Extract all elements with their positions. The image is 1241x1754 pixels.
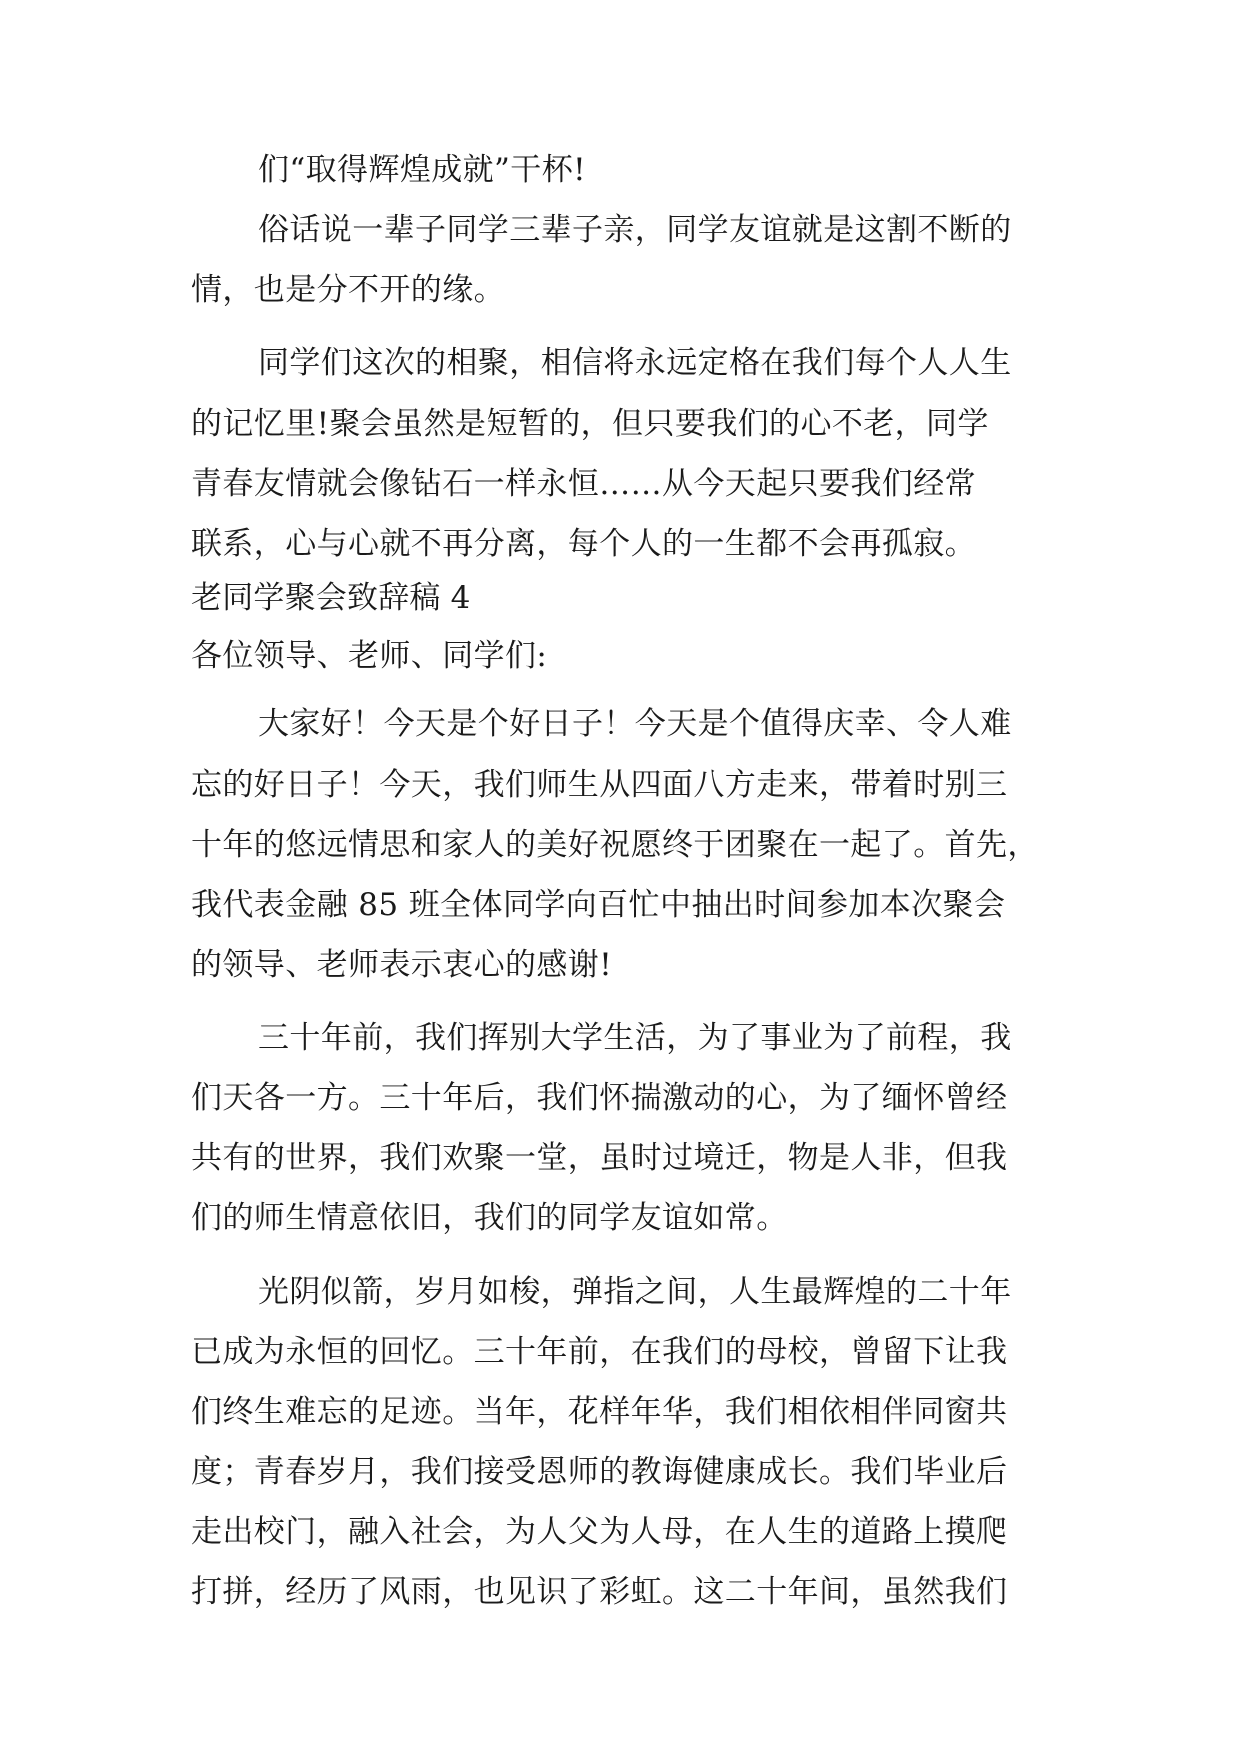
text-line: 十年的悠远情思和家人的美好祝愿终于团聚在一起了。首先， bbox=[191, 827, 1039, 863]
text-line: 情，也是分不开的缘。 bbox=[191, 272, 505, 308]
text-line: 打拼，经历了风雨，也见识了彩虹。这二十年间，虽然我们 bbox=[191, 1574, 1008, 1610]
text-line: 走出校门，融入社会，为人父为人母，在人生的道路上摸爬 bbox=[191, 1514, 1008, 1550]
text-line: 大家好！今天是个好日子！今天是个值得庆幸、令人难 bbox=[258, 706, 1012, 742]
section-heading: 老同学聚会致辞稿 4 bbox=[191, 580, 471, 616]
text-line: 三十年前，我们挥别大学生活，为了事业为了前程，我 bbox=[258, 1020, 1012, 1056]
text-line: 俗话说一辈子同学三辈子亲，同学友谊就是这割不断的 bbox=[258, 212, 1012, 248]
text-line: 的领导、老师表示衷心的感谢! bbox=[191, 947, 613, 983]
text-line: 们终生难忘的足迹。当年，花样年华，我们相依相伴同窗共 bbox=[191, 1394, 1008, 1430]
text-line: 青春友情就会像钻石一样永恒……从今天起只要我们经常 bbox=[191, 466, 976, 502]
text-line: 已成为永恒的回忆。三十年前，在我们的母校，曾留下让我 bbox=[191, 1334, 1008, 1370]
text-line: 度；青春岁月，我们接受恩师的教诲健康成长。我们毕业后 bbox=[191, 1454, 1008, 1490]
text-line: 们的师生情意依旧，我们的同学友谊如常。 bbox=[191, 1200, 788, 1236]
text-line: 忘的好日子！今天，我们师生从四面八方走来，带着时别三 bbox=[191, 767, 1008, 803]
text-line: 们天各一方。三十年后，我们怀揣激动的心，为了缅怀曾经 bbox=[191, 1080, 1008, 1116]
text-line: 我代表金融 85 班全体同学向百忙中抽出时间参加本次聚会 bbox=[191, 887, 1006, 923]
salutation-line: 各位领导、老师、同学们: bbox=[191, 638, 548, 674]
text-line: 的记忆里!聚会虽然是短暂的，但只要我们的心不老，同学 bbox=[191, 406, 989, 442]
text-line: 光阴似箭，岁月如梭，弹指之间，人生最辉煌的二十年 bbox=[258, 1274, 1012, 1310]
text-line: 共有的世界，我们欢聚一堂，虽时过境迁，物是人非，但我 bbox=[191, 1140, 1008, 1176]
text-line: 们“取得辉煌成就”干杯! bbox=[258, 152, 586, 188]
text-line: 联系，心与心就不再分离，每个人的一生都不会再孤寂。 bbox=[191, 526, 976, 562]
text-line: 同学们这次的相聚，相信将永远定格在我们每个人人生 bbox=[258, 345, 1012, 381]
